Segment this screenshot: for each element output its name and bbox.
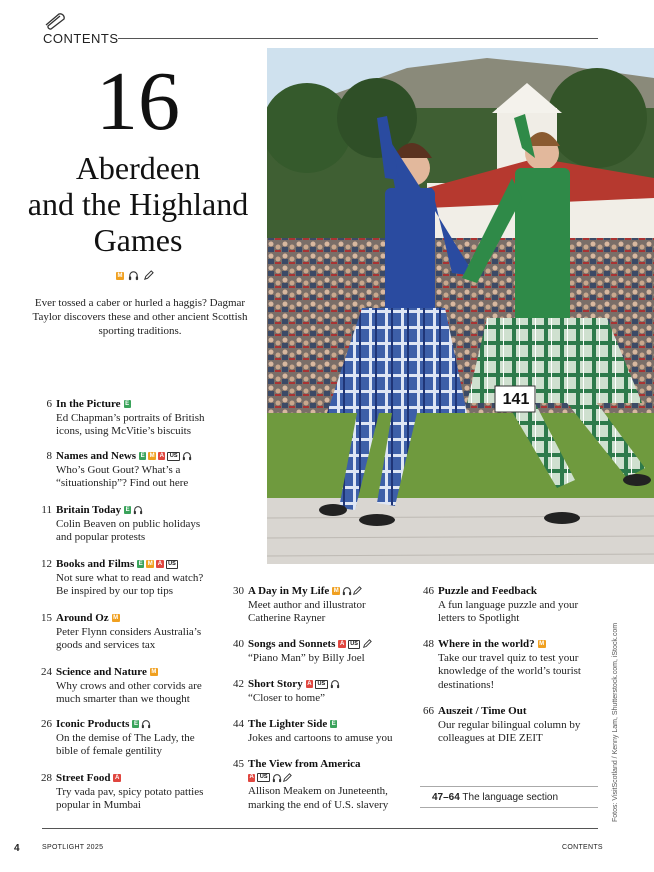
level-badge-easy: E: [140, 452, 145, 459]
entry-description: Jokes and cartoons to amuse you: [248, 731, 393, 744]
entry-title: Street Food: [56, 772, 111, 784]
level-badge-easy: E: [138, 560, 143, 567]
entry-description: Take our travel quiz to test your: [438, 651, 579, 664]
entry-page-number: 42: [233, 678, 244, 690]
level-badge-advanced: A: [249, 774, 254, 781]
entry-title: Books and Films: [56, 558, 135, 570]
entry-tags: [124, 504, 143, 516]
headphones-icon: [272, 773, 282, 783]
entry-tags: [150, 666, 160, 678]
entry-page-number: 6: [46, 398, 52, 410]
entry-description: “situationship”? Find out here: [56, 477, 189, 489]
page-number: 4: [14, 843, 20, 854]
level-badge-advanced: A: [114, 774, 120, 781]
entry-title: Where in the world?: [438, 638, 535, 650]
entry-title: Puzzle and Feedback: [438, 585, 537, 597]
photo-credit: Fotos: VisitScotland / Kenny Lam, Shutterstock.com, iStock.com: [612, 622, 619, 822]
level-badge-medium: M: [149, 452, 155, 459]
headphones-icon: [128, 270, 139, 281]
pencil-icon: [352, 586, 362, 596]
level-badge-medium: M: [117, 272, 123, 279]
headphones-icon: [330, 679, 340, 689]
entry-description: Peter Flynn considers Australia’s: [56, 625, 202, 638]
pencil-icon: [282, 773, 292, 783]
entry-description: On the demise of The Lady, the: [56, 731, 195, 744]
level-badge-us: US: [167, 452, 180, 461]
level-badge-us: US: [315, 680, 328, 689]
entry-tags: [538, 638, 548, 650]
feature-title[interactable]: [0, 150, 276, 258]
entry-title: Iconic Products: [56, 718, 130, 730]
entry-description: Meet author and illustrator: [248, 598, 366, 611]
entry-description: “Piano Man” by Billy Joel: [248, 651, 365, 664]
entry-page-number: 66: [423, 705, 434, 717]
bib-number: 141: [502, 391, 530, 408]
entry-description: marking the end of U.S. slavery: [248, 798, 389, 811]
entry-description: goods and services tax: [56, 639, 156, 651]
level-badge-medium: M: [151, 668, 157, 675]
entry-page-number: 8: [46, 450, 52, 462]
feature-title-line: Games: [93, 222, 183, 258]
entry-tags: [306, 678, 340, 690]
entry-title: Songs and Sonnets: [248, 638, 336, 650]
entry-page-number: 48: [423, 638, 434, 650]
language-section-label: The language section: [462, 792, 559, 803]
pencil-icon: [143, 270, 154, 281]
entry-description: Allison Meakem on Juneteenth,: [248, 785, 388, 797]
entry-description: icons, using McVitie’s biscuits: [56, 425, 192, 437]
paperclip-icon: [42, 10, 68, 30]
level-badge-advanced: A: [157, 560, 163, 567]
entry-title: Around Oz: [56, 612, 109, 624]
entry-description: bible of female gentility: [56, 745, 162, 757]
level-badge-medium: M: [333, 587, 339, 594]
entry-description: Our regular bilingual column by: [438, 718, 581, 731]
entry-tags: [113, 772, 122, 784]
level-badge-advanced: A: [339, 640, 345, 647]
pencil-icon: [362, 639, 372, 649]
entry-title: Short Story: [248, 678, 303, 690]
entry-description: Ed Chapman’s portraits of British: [56, 411, 205, 424]
entry-description: Try vada pav, spicy potato patties: [56, 785, 204, 798]
entry-description: colleagues at DIE ZEIT: [438, 732, 543, 744]
entry-description: destinations!: [438, 678, 495, 691]
entry-tags: [124, 398, 133, 410]
headphones-icon: [342, 586, 352, 596]
level-badge-medium: M: [147, 560, 153, 567]
entry-page-number: 12: [41, 558, 52, 570]
entry-description: “Closer to home”: [248, 691, 325, 704]
entry-page-number: 24: [41, 666, 52, 678]
language-section-range: 47–64: [432, 792, 460, 803]
entry-description: knowledge of the world’s tourist: [438, 665, 581, 677]
entry-tags: [139, 450, 192, 462]
entry-description: Catherine Rayner: [248, 612, 326, 624]
entry-title: Britain Today: [56, 504, 122, 516]
entry-page-number: 28: [41, 772, 52, 784]
entry-page-number: 15: [41, 612, 52, 624]
entry-tags: [338, 638, 372, 650]
feature-page-number: 16: [96, 55, 180, 148]
entry-title: Names and News: [56, 450, 137, 462]
headphones-icon: [141, 719, 151, 729]
level-badge-medium: M: [113, 614, 119, 621]
level-badge-easy: E: [125, 400, 130, 407]
level-badge-us: US: [348, 640, 361, 649]
entry-tags: [248, 772, 388, 786]
entry-title: A Day in My Life: [248, 585, 330, 597]
entry-description: Who’s Gout Gout? What’s a: [56, 463, 181, 476]
entry-page-number: 40: [233, 638, 244, 650]
entry-page-number: 44: [233, 718, 244, 730]
entry-title: The Lighter Side: [248, 718, 328, 730]
entry-title: Auszeit / Time Out: [438, 705, 527, 717]
footer-divider: [42, 828, 598, 829]
entry-description: A fun language puzzle and your: [438, 598, 579, 611]
entry-page-number: 30: [233, 585, 244, 597]
entry-tags: [132, 718, 151, 730]
feature-photo[interactable]: [267, 48, 654, 564]
entry-description: and popular protests: [56, 531, 146, 543]
entry-description: Be inspired by our top tips: [56, 585, 174, 597]
entry-description: much smarter than we thought: [56, 693, 190, 705]
entry-description: Colin Beaven on public holidays: [56, 517, 201, 530]
entry-description: Why crows and other corvids are: [56, 679, 202, 692]
entry-page-number: 11: [41, 504, 52, 516]
entry-description: letters to Spotlight: [438, 612, 520, 624]
level-badge-us: US: [257, 773, 270, 782]
level-badge-advanced: A: [159, 452, 164, 459]
entry-description: popular in Mumbai: [56, 799, 141, 811]
level-badge-easy: E: [331, 720, 336, 727]
entry-title: In the Picture: [56, 398, 121, 410]
feature-title-line: and the Highland: [27, 186, 249, 222]
feature-tags: [116, 270, 154, 281]
level-badge-advanced: A: [307, 680, 312, 687]
entry-tags: [330, 718, 339, 730]
entry-title: The View from America: [248, 758, 361, 770]
feature-title-line: Aberdeen: [75, 150, 201, 186]
feature-description: Ever tossed a caber or hurled a haggis? Dagmar Taylor discovers these and other ancient Scottish sporting traditions.: [32, 297, 248, 337]
entry-tags: [137, 558, 180, 570]
headphones-icon: [182, 451, 192, 461]
level-badge-easy: E: [125, 506, 130, 513]
entry-tags: [332, 585, 362, 597]
header-divider: [118, 38, 598, 39]
entry-page-number: 26: [41, 718, 52, 730]
entry-page-number: 46: [423, 585, 434, 597]
headphones-icon: [133, 505, 143, 515]
entry-description: Not sure what to read and watch?: [56, 571, 204, 584]
entry-tags: [112, 612, 122, 624]
section-label: CONTENTS: [43, 31, 119, 46]
magazine-name: SPOTLIGHT 2025: [42, 844, 104, 851]
level-badge-us: US: [166, 560, 179, 569]
language-section-note[interactable]: [420, 786, 598, 808]
level-badge-medium: M: [539, 640, 545, 647]
entry-page-number: 45: [233, 758, 244, 770]
level-badge-easy: E: [133, 720, 138, 727]
footer-section: CONTENTS: [562, 844, 603, 851]
entry-title: Science and Nature: [56, 666, 147, 678]
